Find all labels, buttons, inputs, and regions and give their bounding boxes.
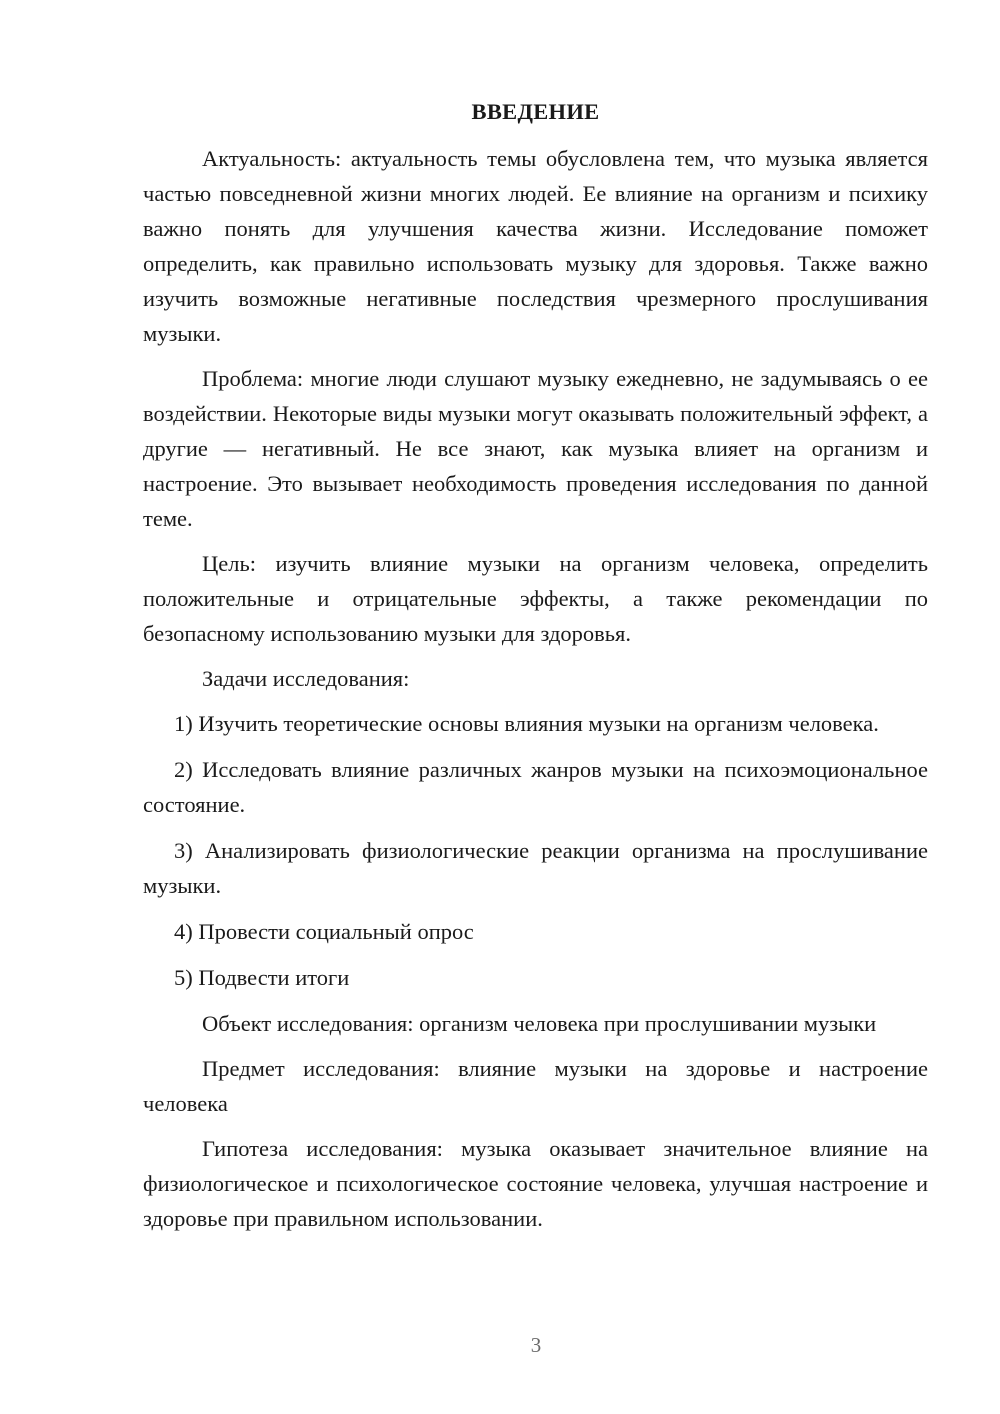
tasks-heading: Задачи исследования:: [202, 666, 410, 691]
hypothesis-paragraph: Гипотеза исследования: музыка оказывает значительное влияние на физиологическое и психологическое состояние человека, улучшая настроение и здоровье при правильном использовании.: [143, 1136, 928, 1231]
problem-paragraph: Проблема: многие люди слушают музыку ежедневно, не задумываясь о ее воздействии. Некоторые виды музыки могут оказывать положительный эффект, а другие — негативный. Не все знают, как музыка влияет на организм и настроение. Это вызывает необходимость проведения исследования по данной теме.: [143, 366, 928, 531]
section-title: ВВЕДЕНИЕ: [471, 99, 600, 124]
subject-paragraph: Предмет исследования: влияние музыки на здоровье и настроение человека: [143, 1056, 928, 1116]
page-number: 3: [530, 1333, 542, 1357]
task-item-1: 1) Изучить теоретические основы влияния музыки на организм человека.: [174, 711, 879, 736]
goal-paragraph: Цель: изучить влияние музыки на организм человека, определить положительные и отрицательные эффекты, а также рекомендации по безопасному использованию музыки для здоровья.: [143, 551, 928, 646]
relevance-paragraph: Актуальность: актуальность темы обусловлена тем, что музыка является частью повседневной жизни многих людей. Ее влияние на организм и психику важно понять для улучшения качества жизни. Исследование поможет определить, как правильно использовать музыку для здоровья. Также важно изучить возможные негативные последствия чрезмерного прослушивания музыки.: [143, 146, 928, 346]
document-page: [143, 94, 928, 1246]
task-item-5: 5) Подвести итоги: [174, 965, 350, 990]
object-paragraph: Объект исследования: организм человека при прослушивании музыки: [202, 1011, 877, 1036]
task-item-2: 2) Исследовать влияние различных жанров музыки на психоэмоциональное состояние.: [143, 757, 928, 817]
task-item-3: 3) Анализировать физиологические реакции организма на прослушивание музыки.: [143, 838, 928, 898]
task-item-4: 4) Провести социальный опрос: [174, 919, 474, 944]
